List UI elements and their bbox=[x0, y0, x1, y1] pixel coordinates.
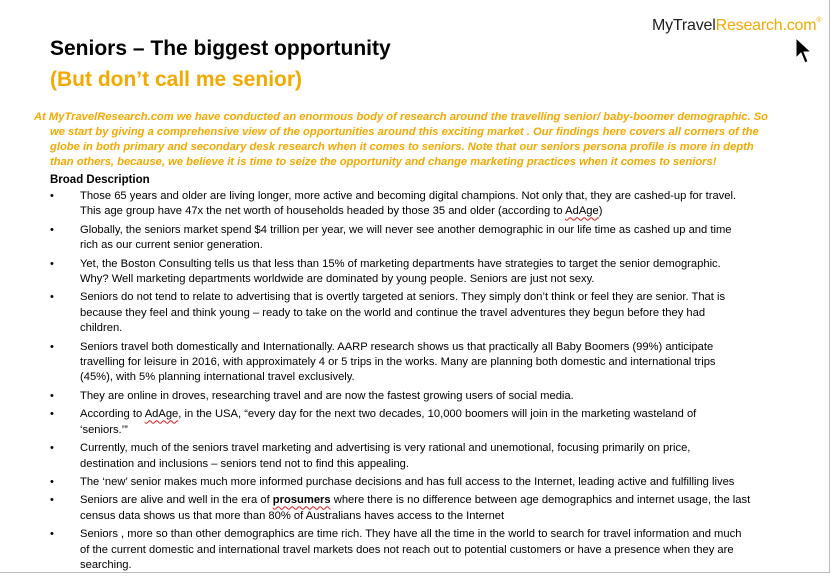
mouse-cursor-icon bbox=[795, 37, 813, 65]
bullet-line bbox=[80, 407, 788, 422]
logo-text-research: Research.com bbox=[715, 17, 817, 34]
bullet-marker: • bbox=[50, 257, 54, 270]
bullet-line: searching. bbox=[80, 558, 132, 571]
bullet-marker: • bbox=[50, 408, 54, 421]
intro-line: globe in both primary and secondary desk research when it comes to seniors. Note that our seniors persona profile is more in depth bbox=[50, 141, 754, 153]
spellcheck-word: AdAge bbox=[565, 205, 599, 218]
bullet-text: According to bbox=[80, 408, 145, 421]
intro-line: than others, because, we believe it is time to seize the opportunity and change marketing practices when it comes to seniors! bbox=[50, 156, 717, 168]
bullet-item bbox=[48, 223, 788, 254]
bullet-line: rich as our current senior generation. bbox=[80, 239, 263, 252]
bullet-item bbox=[48, 389, 788, 404]
bullet-line: destination and inclusions – seniors tend not to find this appealing. bbox=[80, 457, 410, 470]
bullet-marker: • bbox=[50, 291, 54, 304]
logo-text-mytravel: MyTravel bbox=[652, 17, 716, 34]
bullet-text: Seniors are alive and well in the era of bbox=[80, 494, 273, 507]
bullet-line: census data shows us that more than 80% of Australians haves access to the Internet bbox=[80, 509, 505, 522]
bullet-item bbox=[48, 257, 788, 288]
bullet-text: This age group have 47x the net worth of households headed by those 35 and older (according to bbox=[80, 205, 566, 218]
bullet-line: of the current domestic and international travel markets does not reach out to potential customers or have a presence when they are bbox=[80, 543, 734, 556]
bullet-text: where there is no difference between age demographics and internet usage, the last bbox=[330, 494, 751, 507]
intro-paragraph bbox=[34, 110, 792, 170]
bullet-line: Currently, much of the seniors travel marketing and advertising is very rational and unemotional, focusing primarily on price, bbox=[80, 442, 691, 455]
bullet-line: because they feel and think young – ready to take on the world and continue the travel adventures they begun before they had bbox=[80, 306, 706, 319]
spellcheck-word: AdAge bbox=[144, 408, 179, 421]
page-title: Seniors – The biggest opportunity bbox=[50, 37, 391, 60]
bullet-line bbox=[80, 204, 788, 219]
bullet-item bbox=[48, 407, 788, 438]
bullet-marker: • bbox=[50, 389, 54, 402]
bullet-marker: • bbox=[50, 475, 54, 488]
page-subtitle: (But don’t call me senior) bbox=[50, 68, 303, 91]
bullet-item bbox=[48, 527, 788, 573]
bullet-marker: • bbox=[50, 442, 54, 455]
bullet-line: Seniors , more so than other demographics are time rich. They have all the time in the world to search for travel information and much bbox=[80, 528, 742, 541]
spellcheck-word: prosumers bbox=[272, 494, 331, 507]
bullet-line: children. bbox=[80, 322, 123, 335]
bullet-list bbox=[48, 189, 788, 576]
bullet-item bbox=[48, 189, 788, 220]
logo bbox=[652, 17, 821, 35]
bullet-line: ‘seniors.’” bbox=[80, 423, 128, 436]
bullet-item bbox=[48, 441, 788, 472]
bullet-line: Why? Well marketing departments worldwide are dominated by young people. Seniors are just not sexy. bbox=[80, 273, 595, 286]
bullet-line: Globally, the seniors market spend $4 trillion per year, we will never see another demographic in our life time as cashed up and time bbox=[80, 223, 732, 236]
bullet-item bbox=[48, 493, 788, 524]
bullet-line: The ‘new’ senior makes much more informed purchase decisions and has full access to the Internet, leading active and fulfilling lives bbox=[80, 475, 735, 488]
bullet-line: Seniors travel both domestically and Internationally. AARP research shows us that practically all Baby Boomers (99%) anticipate bbox=[80, 340, 714, 353]
bullet-line bbox=[80, 493, 788, 508]
section-heading: Broad Description bbox=[50, 174, 150, 186]
bullet-text: ) bbox=[598, 205, 603, 218]
intro-line: we start by giving a comprehensive view of the opportunities around this exciting market . Our findings here covers all corners of the bbox=[50, 126, 759, 138]
bullet-marker: • bbox=[50, 190, 54, 202]
bullet-marker: • bbox=[50, 223, 54, 236]
bullet-line: (45%), with 5% planning international travel exclusively. bbox=[80, 371, 355, 384]
bullet-item bbox=[48, 475, 788, 490]
intro-line: At MyTravelResearch.com we have conducted an enormous body of research around the travelling senior/ baby-boomer demographic. So bbox=[34, 111, 768, 123]
bullet-text: , in the USA, “every day for the next two decades, 10,000 boomers will join in the marketing wasteland of bbox=[178, 408, 697, 421]
bullet-line: travelling for leisure in 2016, with approximately 4 or 5 trips in the works. Many are planning both domestic and international trips bbox=[80, 356, 716, 369]
bullet-marker: • bbox=[50, 340, 54, 353]
bullet-item bbox=[48, 290, 788, 336]
bullet-line: Yet, the Boston Consulting tells us that less than 15% of marketing departments have strategies to target the senior demographic. bbox=[80, 257, 721, 270]
bullet-marker: • bbox=[50, 494, 54, 507]
bullet-line: Those 65 years and older are living longer, more active and becoming digital champions. Not only that, they are cashed-up for travel. bbox=[80, 190, 737, 202]
logo-registered-mark: ® bbox=[816, 17, 822, 24]
bullet-line: Seniors do not tend to relate to advertising that is overtly targeted at seniors. They simply don’t think or feel they are senior. That is bbox=[80, 291, 726, 304]
bullet-marker: • bbox=[50, 528, 54, 541]
bullet-item bbox=[48, 340, 788, 386]
bullet-line: They are online in droves, researching travel and are now the fastest growing users of social media. bbox=[80, 389, 574, 402]
